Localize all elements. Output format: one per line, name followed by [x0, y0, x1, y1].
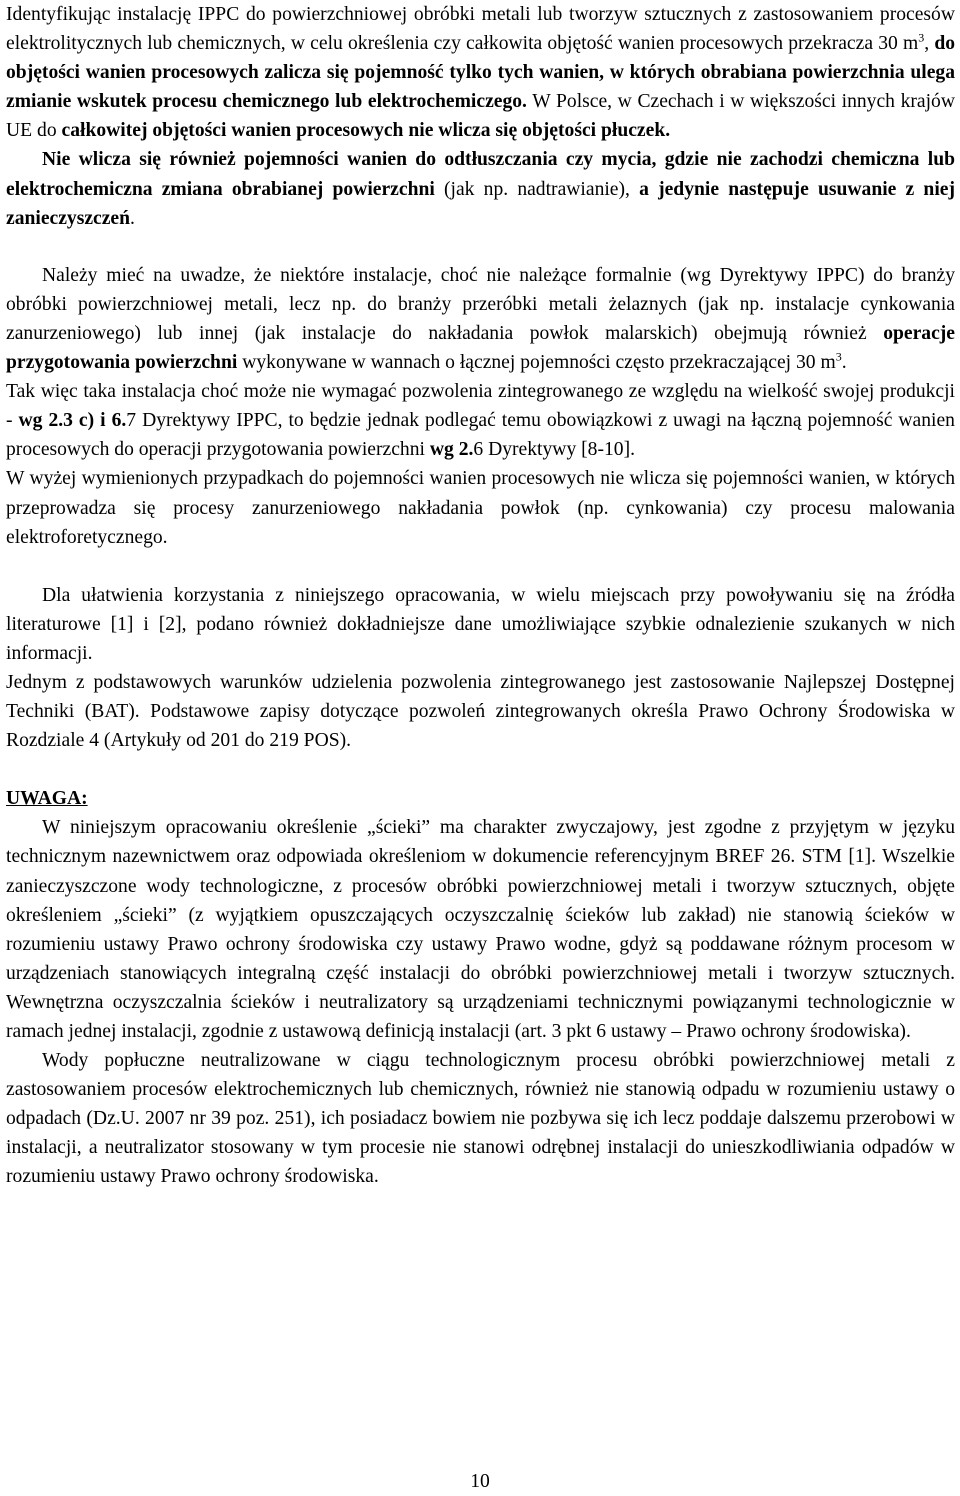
page-number: 10 — [470, 1471, 490, 1492]
paragraph-rinse-water: Wody popłuczne neutralizowane w ciągu technologicznym procesu obróbki powierzchniowej metali z zastosowaniem procesów elektrochemicznych lub chemicznych, również nie stanowią odpadu w rozumieniu ustawy o odpadach (Dz.U. 2007 nr 39 poz. 251), ich posiadacz bowiem nie pozbywa się ich lecz poddaje dalszemu przerobowi w instalacji, a neutralizator stosowany w tym procesie nie stanowi odrębnej instalacji do unieszkodliwiania odpadów w rozumieniu ustawy Prawo ochrony środowiska. — [6, 1050, 955, 1188]
section-heading-uwaga: UWAGA: — [6, 788, 88, 810]
paragraph-immersion-coating: W wyżej wymienionych przypadkach do pojemności wanien procesowych nie wlicza się pojemności wanien, w których przeprowadza się procesy zanurzeniowego nakładania powłok (np. cynkowania) czy procesu malowania elektroforetycznego. — [6, 468, 955, 548]
paragraph-permit-requirement: Tak więc taka instalacja choć może nie wymagać pozwolenia zintegrowanego ze względu na wielkość swojej produkcji - wg 2.3 c) i 6.7 Dyrektywy IPPC, to będzie jednak podlegać temu obowiązkowi z uwagi na łączną pojemność wanien procesowych do operacji przygotowania powierzchni wg 2.6 Dyrektywy [8-10]. — [6, 381, 955, 461]
paragraph-surface-preparation: Należy mieć na uwadze, że niektóre instalacje, choć nie należące formalnie (wg Dyrektywy IPPC) do branży obróbki powierzchniowej metali, lecz np. do branży przeróbki metali żelaznych (jak np. instalacje cynkowania zanurzeniowego) lub innej (jak instalacje do nakładania powłok malarskich) obejmują również operacje przygotowania powierzchni wykonywane w wannach o łącznej pojemności często przekraczającej 30 $m^3$. — [6, 264, 955, 374]
paragraph-degreasing: Nie wlicza się również pojemności wanien do odtłuszczania czy mycia, gdzie nie zachodzi chemiczna lub elektrochemiczna zmiana obrabianej powierzchni (jak np. nadtrawianie), a jedynie następuje usuwanie z niej zanieczyszczeń. — [6, 149, 955, 229]
paragraph-wastewater-definition: W niniejszym opracowaniu określenie „ścieki” ma charakter zwyczajowy, jest zgodne z przyjętym w języku technicznym nazewnictwem oraz odpowiada określeniom w dokumencie referencyjnym BREF 26. STM [1]. Wszelkie zanieczyszczone wody technologiczne, z procesów obróbki powierzchniowej metali i tworzyw sztucznych, objęte określeniem „ścieki” (z wyjątkiem opuszczających oczyszczalnię ścieków lub zakład) nie stanowią ścieków w rozumieniu ustawy Prawo ochrony środowiska czy ustawy Prawo wodne, gdyż są poddawane różnym procesom w urządzeniach stanowiących integralną część instalacji do obróbki powierzchniowej metali i tworzyw sztucznych. Wewnętrzna oczyszczalnia ścieków i neutralizatory są urządzeniami technicznymi powiązanymi technologicznie w ramach jednej instalacji, zgodnie z ustawową definicją instalacji (art. 3 pkt 6 ustawy – Prawo ochrony środowiska). — [6, 817, 955, 1042]
document-page — [6, 0, 955, 1192]
paragraph-ippc-identification: Identyfikując instalację IPPC do powierzchniowej obróbki metali lub tworzyw sztucznych z zastosowaniem procesów elektrolitycznych lub chemicznych, w celu określenia czy całkowita objętość wanien procesowych przekracza 30 $m^3$, do objętości wanien procesowych zalicza się pojemność tylko tych wanien, w których obrabiana powierzchnia ulega zmianie wskutek procesu chemicznego lub elektrochemiczego. W Polsce, w Czechach i w większości innych krajów UE do całkowitej objętości wanien procesowych nie wlicza się objętości płuczek. — [6, 4, 956, 142]
paragraph-literature-references: Dla ułatwienia korzystania z niniejszego opracowania, w wielu miejscach przy powoływaniu się na źródła literaturowe [1] i [2], podano również dokładniejsze dane umożliwiające szybkie odnalezienie szukanych w nich informacji. — [6, 584, 955, 664]
paragraph-bat: Jednym z podstawowych warunków udzielenia pozwolenia zintegrowanego jest zastosowanie Najlepszej Dostępnej Techniki (BAT). Podstawowe zapisy dotyczące pozwoleń zintegrowanych określa Prawo Ochrony Środowiska w Rozdziale 4 (Artykuły od 201 do 219 POS). — [6, 671, 955, 752]
